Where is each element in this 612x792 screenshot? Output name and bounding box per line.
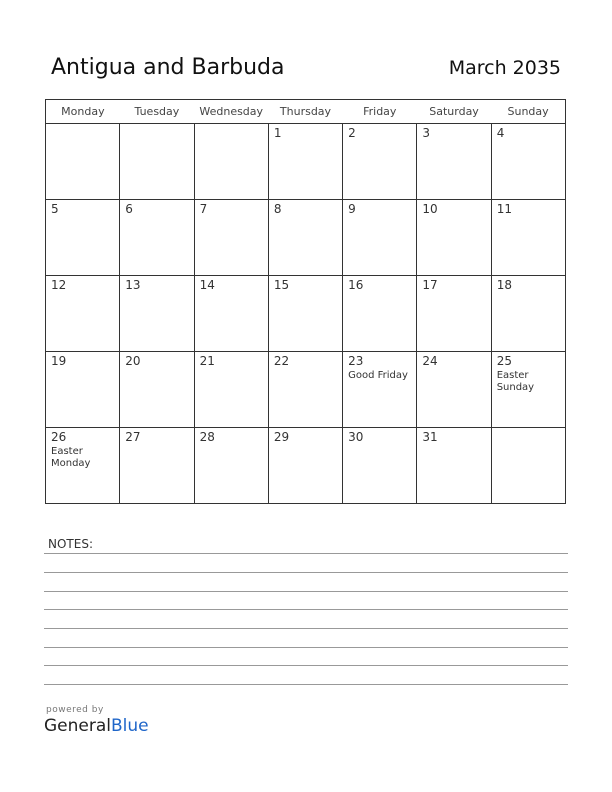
day-number: 4 (496, 126, 505, 140)
day-number: 9 (348, 202, 356, 216)
note-line (44, 647, 568, 648)
day-cell (343, 200, 417, 276)
day-cell (268, 428, 342, 504)
week-row (46, 428, 566, 504)
day-number: 2 (348, 126, 356, 140)
weekday-friday: Friday (343, 100, 417, 124)
day-number: 7 (199, 202, 208, 216)
day-number: 29 (273, 430, 290, 444)
day-number: 19 (51, 354, 67, 368)
day-number: 15 (273, 278, 290, 292)
day-cell (120, 124, 194, 200)
day-cell (417, 200, 491, 276)
note-line (44, 628, 568, 629)
holiday-label: Good Friday (348, 370, 408, 381)
calendar-grid (45, 99, 566, 504)
day-cell (194, 352, 268, 428)
logo-blue: Blue (111, 716, 149, 736)
day-number: 6 (125, 202, 133, 216)
day-number: 30 (348, 430, 364, 444)
day-number: 16 (348, 278, 364, 292)
day-cell (343, 276, 417, 352)
day-number: 26 (51, 430, 67, 444)
day-number: 5 (51, 202, 59, 216)
note-line (44, 609, 568, 610)
day-cell (268, 200, 342, 276)
holiday-label: Easter Monday (51, 446, 91, 469)
day-number: 18 (496, 278, 512, 292)
logo-general: General (44, 716, 111, 736)
note-line (44, 553, 568, 554)
day-cell (120, 428, 194, 504)
calendar-country-title: Antigua and Barbuda (51, 55, 285, 80)
day-number: 3 (422, 126, 431, 140)
day-number: 8 (273, 202, 282, 216)
day-cell (46, 352, 120, 428)
note-line (44, 665, 568, 666)
day-cell (194, 200, 268, 276)
holiday-label: Easter Sunday (496, 370, 535, 393)
day-number: 14 (199, 278, 215, 292)
weekday-header-row (46, 100, 566, 124)
calendar-month-title: March 2035 (448, 57, 561, 79)
notes-label: NOTES: (48, 537, 93, 551)
day-number: 17 (422, 278, 438, 292)
day-number: 12 (51, 278, 67, 292)
day-number: 25 (496, 354, 512, 368)
note-line (44, 572, 568, 573)
day-cell (343, 352, 417, 428)
week-row (46, 276, 566, 352)
day-cell (120, 200, 194, 276)
weekday-wednesday: Wednesday (194, 100, 268, 124)
day-cell (46, 276, 120, 352)
week-row (46, 352, 566, 428)
day-number: 22 (273, 354, 290, 368)
day-number: 21 (199, 354, 215, 368)
day-cell (194, 124, 268, 200)
weekday-saturday: Saturday (417, 100, 491, 124)
week-row (46, 124, 566, 200)
day-cell (417, 352, 491, 428)
note-line (44, 591, 568, 592)
day-number: 13 (125, 278, 141, 292)
day-cell (491, 200, 565, 276)
note-line (44, 684, 568, 685)
day-cell (120, 352, 194, 428)
day-cell (417, 124, 491, 200)
day-cell (46, 124, 120, 200)
day-cell (491, 276, 565, 352)
day-cell (343, 124, 417, 200)
powered-by-text: powered by (46, 705, 104, 715)
day-number: 11 (496, 202, 512, 216)
day-cell (343, 428, 417, 504)
day-number: 10 (422, 202, 438, 216)
day-cell (417, 276, 491, 352)
day-cell (46, 200, 120, 276)
day-number: 31 (422, 430, 438, 444)
day-number: 27 (125, 430, 141, 444)
day-number: 24 (422, 354, 438, 368)
weekday-tuesday: Tuesday (120, 100, 194, 124)
week-row (46, 200, 566, 276)
day-number: 20 (125, 354, 141, 368)
day-number: 28 (199, 430, 215, 444)
weekday-monday: Monday (46, 100, 120, 124)
day-cell (491, 124, 565, 200)
day-cell (194, 428, 268, 504)
day-cell (417, 428, 491, 504)
generalblue-logo (44, 716, 149, 736)
weekday-thursday: Thursday (268, 100, 342, 124)
day-cell (268, 352, 342, 428)
day-number: 23 (348, 354, 364, 368)
day-cell (268, 276, 342, 352)
day-cell (120, 276, 194, 352)
weekday-sunday: Sunday (491, 100, 565, 124)
day-number: 1 (273, 126, 282, 140)
day-cell (491, 428, 565, 504)
day-cell (491, 352, 565, 428)
day-cell (268, 124, 342, 200)
day-cell (46, 428, 120, 504)
day-cell (194, 276, 268, 352)
